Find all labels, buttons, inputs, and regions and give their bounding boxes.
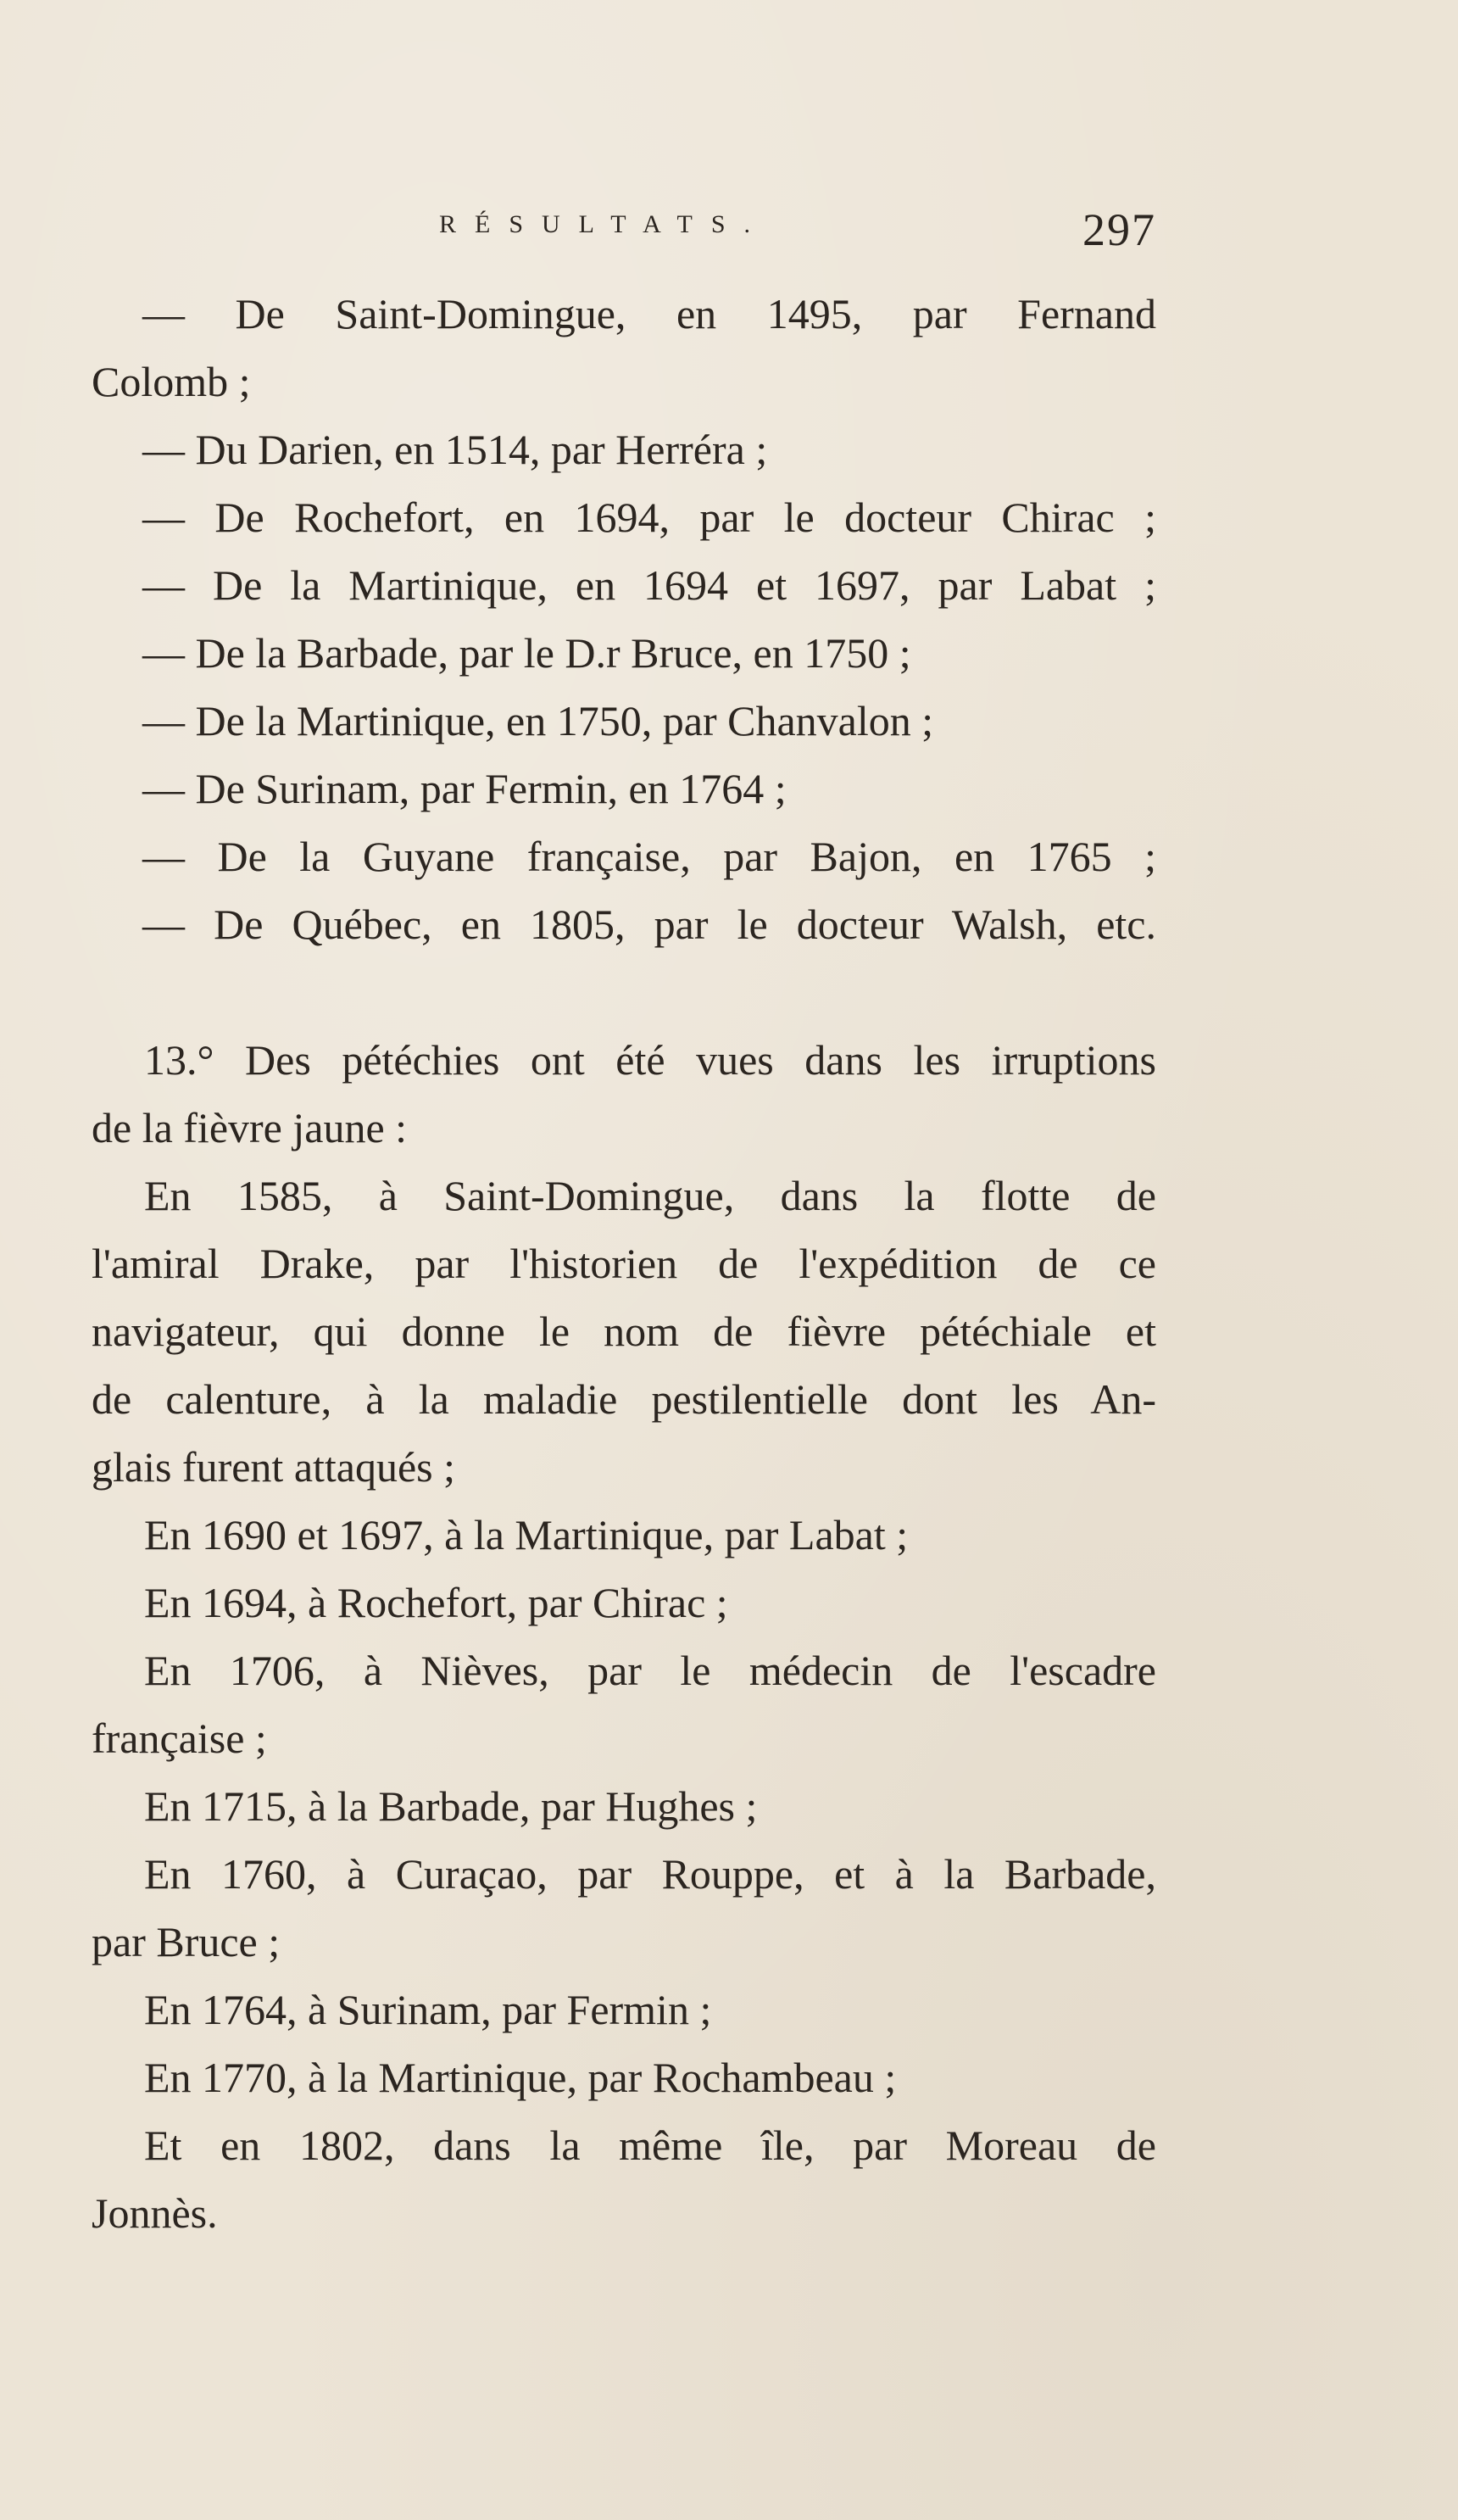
text-line: — De la Martinique, en 1694 et 1697, par Labat ; [142, 561, 1156, 609]
text-line: navigateur, qui donne le nom de fièvre pétéchiale et [92, 1307, 1156, 1355]
text-line: glais furent attaqués ; [92, 1443, 456, 1491]
body-text [92, 280, 1156, 2247]
text-line: l'amiral Drake, par l'historien de l'expédition de ce [92, 1240, 1156, 1287]
text-line: En 1764, à Surinam, par Fermin ; [144, 1986, 712, 2033]
running-title: RÉSULTATS. [439, 210, 770, 238]
text-line: de calenture, à la maladie pestilentielle dont les An- [92, 1375, 1156, 1423]
text-line: En 1694, à Rochefort, par Chirac ; [144, 1579, 728, 1626]
text-line: En 1760, à Curaçao, par Rouppe, et à la Barbade, [144, 1850, 1156, 1898]
text-line: En 1690 et 1697, à la Martinique, par Labat ; [144, 1511, 909, 1558]
text-line: En 1585, à Saint-Domingue, dans la flotte de [144, 1172, 1156, 1219]
text-line: — De Québec, en 1805, par le docteur Walsh, etc. [142, 900, 1156, 948]
text-line: Colomb ; [92, 358, 251, 405]
text-line: de la fièvre jaune : [92, 1104, 408, 1151]
text-line: Jonnès. [92, 2189, 218, 2237]
text-line: — De Saint-Domingue, en 1495, par Fernand [142, 290, 1156, 337]
text-line: — De la Guyane française, par Bajon, en 1765 ; [142, 833, 1156, 880]
text-line: française ; [92, 1714, 267, 1762]
text-line: 13.° Des pétéchies ont été vues dans les irruptions [144, 1036, 1156, 1084]
text-line: En 1770, à la Martinique, par Rochambeau ; [144, 2054, 897, 2101]
text-line: — De Surinam, par Fermin, en 1764 ; [142, 765, 787, 812]
page-number: 297 [1082, 204, 1156, 255]
text-line: — De la Martinique, en 1750, par Chanvalon ; [142, 697, 934, 744]
text-line: — De la Barbade, par le D.r Bruce, en 1750 ; [142, 629, 911, 677]
text-line: En 1706, à Nièves, par le médecin de l'escadre [144, 1647, 1156, 1694]
text-line: Et en 1802, dans la même île, par Moreau de [144, 2121, 1156, 2169]
text-line: — Du Darien, en 1514, par Herréra ; [142, 426, 768, 473]
text-line: En 1715, à la Barbade, par Hughes ; [144, 1782, 758, 1830]
text-line: — De Rochefort, en 1694, par le docteur Chirac ; [142, 493, 1156, 541]
running-head [92, 203, 1156, 263]
paragraph-gap [92, 958, 1156, 1026]
text-line: par Bruce ; [92, 1918, 281, 1965]
